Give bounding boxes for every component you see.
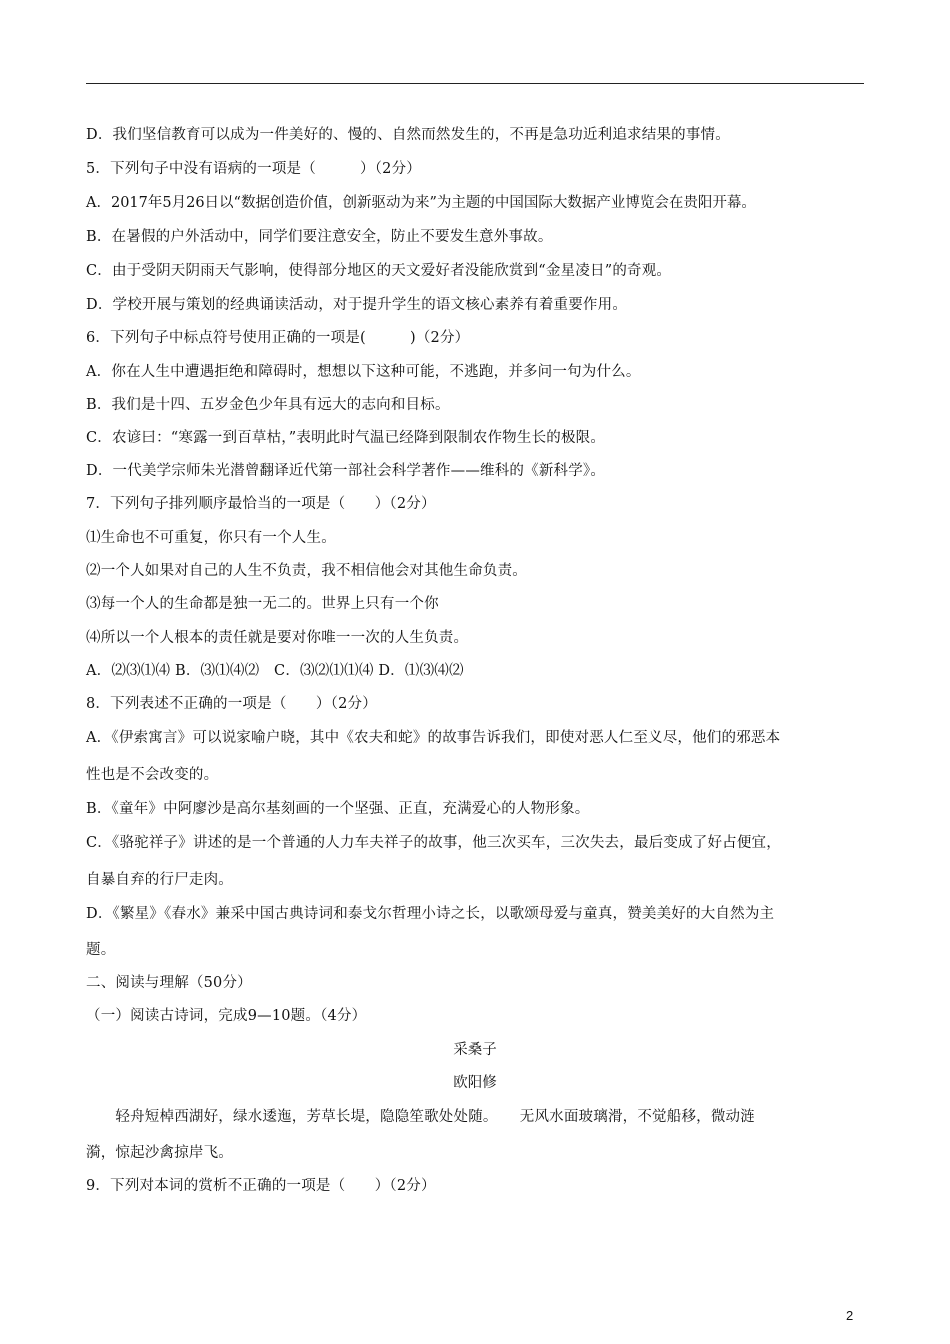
option-6b: B．我们是十四、五岁金色少年具有远大的志向和目标。 <box>86 397 450 413</box>
option-8c-cont: 自暴自弃的行尸走肉。 <box>86 872 233 888</box>
option-5b: B．在暑假的户外活动中，同学们要注意安全，防止不要发生意外事故。 <box>86 229 553 245</box>
question-6: 6．下列句子中标点符号使用正确的一项是( )（2分） <box>86 330 470 346</box>
option-5d: D．学校开展与策划的经典诵读活动，对于提升学生的语文核心素养有着重要作用。 <box>86 297 628 313</box>
poem-author: 欧阳修 <box>453 1075 497 1091</box>
option-6d: D．一代美学宗师朱光潜曾翻译近代第一部社会科学著作——维科的《新科学》。 <box>86 463 606 479</box>
question-9: 9．下列对本词的赏析不正确的一项是（ ）（2分） <box>86 1178 436 1194</box>
section-heading-2: 二、阅读与理解（50分） <box>86 975 252 991</box>
option-8d-cont: 题。 <box>86 942 116 958</box>
page-number: 2 <box>846 1308 854 1323</box>
poem-body-line2: 漪，惊起沙禽掠岸飞。 <box>86 1145 233 1161</box>
sentence-7-3: ⑶每一个人的生命都是独一无二的。世界上只有一个你 <box>86 596 439 612</box>
option-8c: C．《骆驼祥子》讲述的是一个普通的人力车夫祥子的故事，他三次买车，三次失去，最后变成了好占便宜， <box>86 835 781 851</box>
option-5c: C．由于受阴天阴雨天气影响，使得部分地区的天文爱好者没能欣赏到“金星凌日”的奇观。 <box>86 263 672 279</box>
sentence-7-4: ⑷所以一个人根本的责任就是要对你唯一一次的人生负责。 <box>86 630 469 646</box>
option-6c: C．农谚曰：“寒露一到百草枯，”表明此时气温已经降到限制农作物生长的极限。 <box>86 430 606 446</box>
options-7: A．⑵⑶⑴⑷ B．⑶⑴⑷⑵ C．⑶⑵⑴⑴⑷ D．⑴⑶⑷⑵ <box>86 663 464 679</box>
option-6a: A．你在人生中遭遇拒绝和障碍时，想想以下这种可能，不逃跑，并多问一句为什么。 <box>86 364 641 380</box>
option-8a: A．《伊索寓言》可以说家喻户晓，其中《农夫和蛇》的故事告诉我们，即使对恶人仁至义尽，他们的邪恶本 <box>86 730 781 746</box>
poem-body-line1: 轻舟短棹西湖好，绿水逶迤，芳草长堤，隐隐笙歌处处随。 无风水面玻璃滑，不觉船移，微动涟 <box>86 1109 755 1125</box>
subsection-heading-1: （一）阅读古诗词，完成9—10题。（4分） <box>86 1008 367 1024</box>
option-8b: B．《童年》中阿廖沙是高尔基刻画的一个坚强、正直，充满爱心的人物形象。 <box>86 801 590 817</box>
option-8a-cont: 性也是不会改变的。 <box>86 767 219 783</box>
option-4d: D．我们坚信教育可以成为一件美好的、慢的、自然而然发生的，不再是急功近利追求结果的事情。 <box>86 127 730 143</box>
option-5a: A．2017年5月26日以“数据创造价值，创新驱动为来”为主题的中国国际大数据产业博览会在贵阳开幕。 <box>86 195 756 211</box>
sentence-7-1: ⑴生命也不可重复，你只有一个人生。 <box>86 530 336 546</box>
header-rule <box>86 83 864 84</box>
question-8: 8．下列表述不正确的一项是（ ）（2分） <box>86 696 377 712</box>
option-8d: D．《繁星》《春水》兼采中国古典诗词和泰戈尔哲理小诗之长，以歌颂母爱与童真，赞美美好的大自然为主 <box>86 906 775 922</box>
sentence-7-2: ⑵一个人如果对自己的人生不负责，我不相信他会对其他生命负责。 <box>86 563 527 579</box>
poem-title: 采桑子 <box>453 1042 497 1058</box>
question-7: 7．下列句子排列顺序最恰当的一项是（ ）（2分） <box>86 496 436 512</box>
question-5: 5．下列句子中没有语病的一项是（ ）（2分） <box>86 161 421 177</box>
